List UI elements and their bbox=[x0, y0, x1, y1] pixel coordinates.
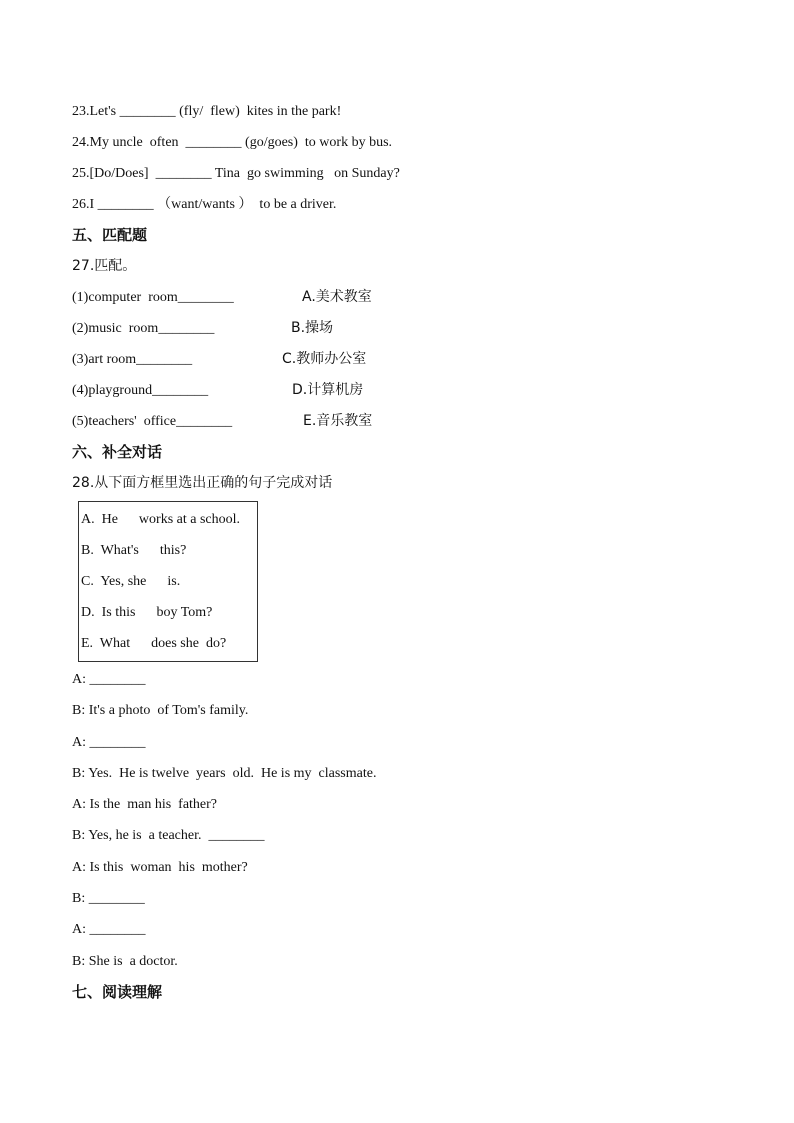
option-e: E. What does she do? bbox=[81, 636, 227, 651]
dialogue-line: B: Yes. He is twelve years old. He is my classmate. bbox=[72, 765, 377, 781]
dialogue-line: A: Is this woman his mother? bbox=[72, 859, 248, 875]
matching-row bbox=[72, 313, 722, 344]
option-b: B. What's this? bbox=[81, 543, 187, 558]
dialogue-line: B: It's a photo of Tom's family. bbox=[72, 703, 249, 719]
matching-right-item: B.操场 bbox=[291, 320, 334, 336]
matching-left-item: (2)music room________ bbox=[72, 321, 215, 336]
question-28-title: 28.从下面方框里选出正确的句子完成对话 bbox=[72, 475, 333, 491]
dialogue-line: A: Is the man his father? bbox=[72, 797, 218, 813]
dialogue-line: B: ________ bbox=[72, 891, 145, 907]
matching-right-item: A.美术教室 bbox=[302, 289, 372, 305]
question-27-title: 27.匹配。 bbox=[72, 258, 137, 274]
fill-blank-questions bbox=[72, 96, 722, 220]
question-25: 25.[Do/Does] ________ Tina go swimming on Sunday? bbox=[72, 166, 400, 181]
option-c: C. Yes, she is. bbox=[81, 574, 181, 589]
section-6-heading: 六、补全对话 bbox=[72, 443, 163, 461]
question-23: 23.Let's ________ (fly/ flew) kites in the park! bbox=[72, 104, 342, 119]
dialogue-line: B: She is a doctor. bbox=[72, 953, 178, 969]
matching-right-item: C.教师办公室 bbox=[282, 351, 367, 367]
dialogue bbox=[72, 664, 722, 977]
matching-list bbox=[72, 282, 722, 437]
question-24: 24.My uncle often ________ (go/goes) to work by bus. bbox=[72, 135, 393, 150]
options-box bbox=[78, 501, 258, 662]
dialogue-line: A: ________ bbox=[72, 922, 146, 938]
matching-right-item: D.计算机房 bbox=[292, 382, 364, 398]
matching-row bbox=[72, 282, 722, 313]
matching-right-item: E.音乐教室 bbox=[303, 413, 373, 429]
option-d: D. Is this boy Tom? bbox=[81, 605, 213, 620]
matching-row bbox=[72, 344, 722, 375]
dialogue-line: A: ________ bbox=[72, 734, 146, 750]
section-5-heading: 五、匹配题 bbox=[72, 226, 148, 244]
matching-left-item: (3)art room________ bbox=[72, 352, 193, 367]
dialogue-line: A: ________ bbox=[72, 672, 146, 687]
section-7-heading: 七、阅读理解 bbox=[72, 982, 163, 1001]
worksheet-page bbox=[72, 96, 722, 1008]
matching-left-item: (5)teachers' office________ bbox=[72, 414, 233, 429]
dialogue-line: B: Yes, he is a teacher. ________ bbox=[72, 828, 265, 844]
matching-row bbox=[72, 375, 722, 406]
matching-left-item: (4)playground________ bbox=[72, 383, 209, 398]
question-26: 26.I ________ （want/wants ） to be a driver. bbox=[72, 197, 337, 212]
matching-left-item: (1)computer room________ bbox=[72, 290, 234, 305]
matching-row bbox=[72, 406, 722, 437]
option-a: A. He works at a school. bbox=[81, 512, 241, 527]
